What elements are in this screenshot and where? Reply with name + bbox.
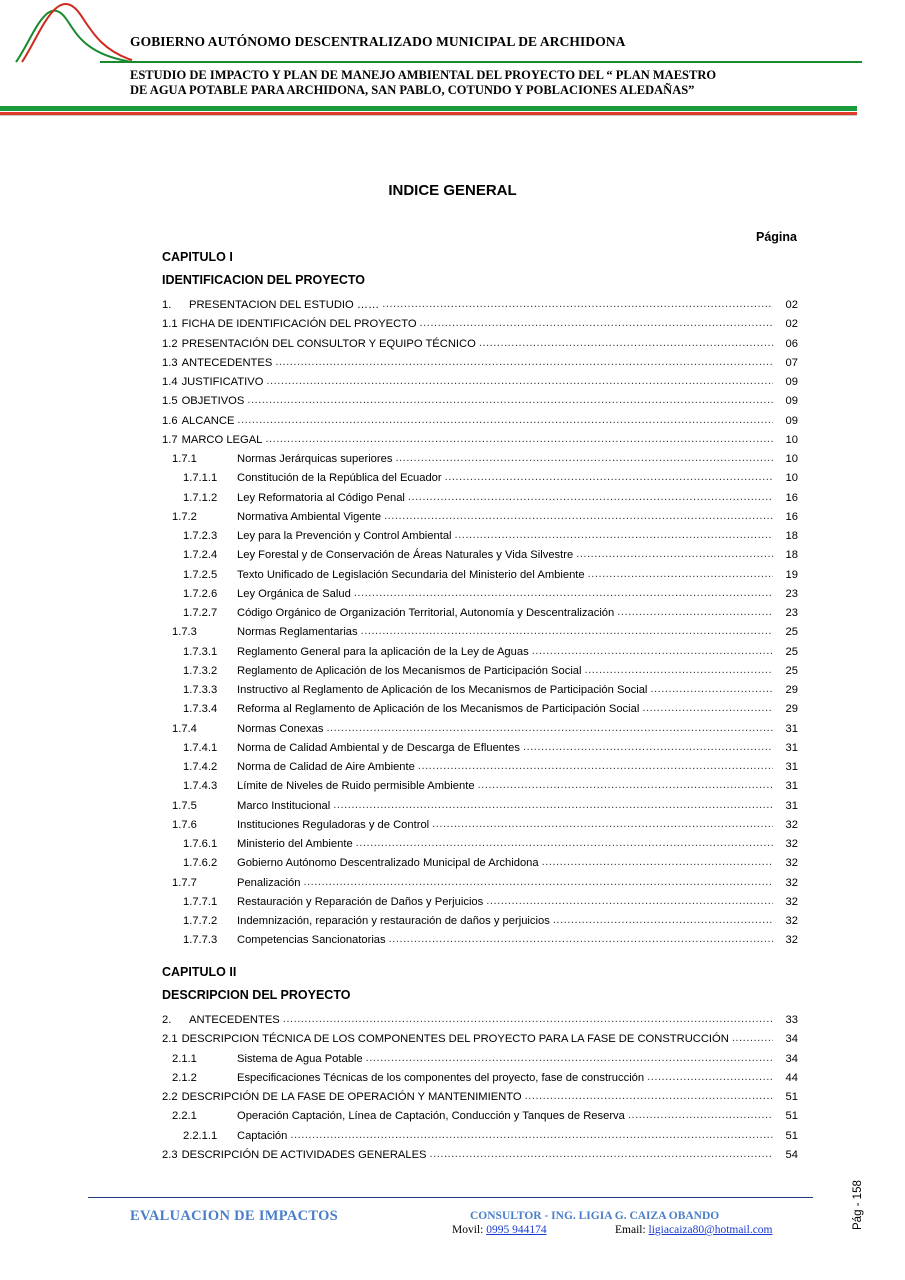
toc-leader-dots bbox=[265, 433, 773, 446]
toc-leader-dots bbox=[290, 1129, 773, 1142]
toc-leader-dots bbox=[395, 452, 773, 465]
toc-entry[interactable] bbox=[162, 600, 798, 619]
toc-entry[interactable] bbox=[162, 658, 798, 677]
footer-email bbox=[615, 1224, 773, 1236]
toc-leader-dots bbox=[650, 683, 773, 696]
toc-leader-dots bbox=[628, 1109, 773, 1122]
toc-entry-page: 32 bbox=[785, 895, 798, 908]
toc-entry-page: 31 bbox=[785, 780, 798, 793]
toc-entry-label: Ministerio del Ambiente bbox=[237, 838, 353, 850]
toc-entry-page: 32 bbox=[785, 838, 798, 850]
page-number: Pág - 158 bbox=[852, 1180, 864, 1230]
toc-entry-number: 2.1.1 bbox=[172, 1052, 197, 1065]
toc-entry-page: 29 bbox=[785, 684, 798, 696]
toc-leader-dots bbox=[617, 606, 773, 619]
toc-entry-number: 1.7.7.2 bbox=[183, 915, 218, 927]
toc-entry[interactable] bbox=[162, 388, 798, 407]
toc-leader-dots bbox=[732, 1032, 773, 1045]
toc-entry-page: 33 bbox=[785, 1014, 798, 1026]
toc-leader-dots bbox=[585, 664, 773, 677]
header-band-gray bbox=[0, 115, 857, 116]
email-link[interactable]: ligiacaiza80@hotmail.com bbox=[648, 1224, 773, 1236]
toc-entry-label: Competencias Sancionatorias bbox=[237, 934, 386, 947]
toc-leader-dots bbox=[283, 1013, 773, 1026]
header-subtitle-line2: DE AGUA POTABLE PARA ARCHIDONA, SAN PABLO, COTUNDO Y POBLACIONES ALEDAÑAS” bbox=[130, 82, 695, 97]
toc-entry[interactable] bbox=[162, 1123, 798, 1142]
toc-entry-label: Límite de Niveles de Ruido permisible Ambiente bbox=[237, 780, 475, 793]
toc-entry-page: 23 bbox=[785, 587, 798, 600]
toc-entry-page: 10 bbox=[785, 472, 798, 485]
toc-entry[interactable] bbox=[162, 350, 798, 369]
toc-entry[interactable] bbox=[162, 639, 798, 658]
toc-entry-label: Operación Captación, Línea de Captación, Conducción y Tanques de Reserva bbox=[237, 1110, 625, 1123]
toc-entry-label: Normas Reglamentarias bbox=[237, 626, 358, 639]
municipal-logo-icon bbox=[12, 0, 142, 70]
toc-entry-label: Especificaciones Técnicas de los componentes del proyecto, fase de construcción bbox=[237, 1071, 645, 1084]
toc-entry-page: 19 bbox=[785, 568, 798, 581]
toc-leader-dots bbox=[326, 722, 773, 735]
toc-entry-number: 1.7.4.1 bbox=[183, 741, 218, 754]
toc-entry[interactable] bbox=[162, 331, 798, 350]
toc-entry-page: 10 bbox=[785, 433, 798, 446]
toc-entry-label: Normas Conexas bbox=[237, 722, 324, 735]
toc-entry-number: 2.3 bbox=[162, 1148, 178, 1161]
toc-leader-dots bbox=[384, 510, 773, 523]
toc-leader-dots bbox=[478, 779, 773, 792]
toc-entry-page: 16 bbox=[785, 491, 798, 504]
toc-entry-label: OBJETIVOS bbox=[181, 395, 245, 408]
chapter-heading: IDENTIFICACION DEL PROYECTO bbox=[162, 273, 366, 287]
toc-leader-dots bbox=[275, 356, 773, 369]
toc-entry-label: Código Orgánico de Organización Territorial, Autonomía y Descentralización bbox=[237, 607, 615, 619]
toc-entry-label: JUSTIFICATIVO bbox=[181, 376, 264, 388]
toc-entry-number: 1.7.2.3 bbox=[183, 530, 218, 542]
page-column-label: Página bbox=[756, 230, 797, 244]
toc-entry-page: 31 bbox=[785, 722, 798, 735]
email-label: Email: bbox=[615, 1224, 649, 1236]
toc-entry[interactable] bbox=[162, 446, 798, 465]
toc-entry-label: Ley Reformatoria al Código Penal bbox=[237, 491, 405, 504]
toc-entry-label: Ley Orgánica de Salud bbox=[237, 587, 351, 600]
toc-leader-dots bbox=[445, 471, 773, 484]
toc-entry-label: Norma de Calidad Ambiental y de Descarga de Efluentes bbox=[237, 741, 520, 754]
header-title: GOBIERNO AUTÓNOMO DESCENTRALIZADO MUNICIPAL DE ARCHIDONA bbox=[130, 34, 626, 49]
toc-entry-label: Normativa Ambiental Vigente bbox=[237, 510, 382, 523]
toc-entry-page: 44 bbox=[785, 1071, 798, 1084]
chapter-heading: DESCRIPCION DEL PROYECTO bbox=[162, 988, 351, 1002]
footer-section-title: EVALUACION DE IMPACTOS bbox=[130, 1208, 339, 1224]
toc-entry-label: Texto Unificado de Legislación Secundaria del Ministerio del Ambiente bbox=[237, 568, 585, 581]
toc-entry-number: 1.7 bbox=[162, 433, 178, 446]
toc-leader-dots bbox=[408, 491, 773, 504]
toc-entry-page: 34 bbox=[785, 1033, 798, 1046]
toc-entry-label: Reglamento General para la aplicación de la Ley de Aguas bbox=[237, 645, 529, 658]
toc-entry-page: 09 bbox=[785, 395, 798, 408]
toc-entry[interactable] bbox=[162, 773, 798, 792]
toc-entry-label: Penalización bbox=[237, 876, 301, 889]
toc-entry-label: PRESENTACION DEL ESTUDIO …… bbox=[189, 299, 380, 311]
toc-leader-dots bbox=[455, 529, 773, 542]
header-band-green bbox=[0, 106, 857, 111]
toc-entry-page: 07 bbox=[785, 356, 798, 369]
toc-entry-page: 23 bbox=[785, 607, 798, 619]
toc-entry-number: 1.7.3.2 bbox=[183, 664, 218, 677]
toc-entry-page: 34 bbox=[785, 1052, 798, 1065]
toc-leader-dots bbox=[418, 760, 773, 773]
toc-entry-label: Ley Forestal y de Conservación de Áreas Naturales y Vida Silvestre bbox=[237, 549, 574, 562]
toc-leader-dots bbox=[420, 317, 773, 330]
toc-entry-number: 2.1.2 bbox=[172, 1071, 197, 1084]
toc-entry-page: 32 bbox=[785, 857, 798, 870]
toc-entry-page: 32 bbox=[785, 934, 798, 947]
toc-entry-number: 1.7.5 bbox=[172, 799, 197, 812]
toc-entry-page: 51 bbox=[785, 1110, 798, 1123]
toc-entry[interactable] bbox=[162, 427, 798, 446]
toc-leader-dots bbox=[523, 741, 773, 754]
toc-entry[interactable] bbox=[162, 369, 798, 388]
toc-entry-number: 1.4 bbox=[162, 376, 178, 388]
toc-entry-label: Constitución de la República del Ecuador bbox=[237, 472, 442, 485]
toc-entry-page: 09 bbox=[785, 376, 798, 388]
toc-entry[interactable] bbox=[162, 619, 798, 638]
toc-entry-label: Reglamento de Aplicación de los Mecanismos de Participación Social bbox=[237, 664, 582, 677]
toc-entry[interactable] bbox=[162, 292, 798, 311]
toc-entry[interactable] bbox=[162, 927, 798, 946]
toc-entry-page: 06 bbox=[785, 337, 798, 350]
toc-leader-dots bbox=[553, 914, 773, 927]
toc-entry-label: Sistema de Agua Potable bbox=[237, 1052, 363, 1065]
toc-entry-number: 1.7.4 bbox=[172, 722, 197, 735]
toc-leader-dots bbox=[389, 933, 773, 946]
toc-leader-dots bbox=[366, 1052, 773, 1065]
toc-entry-number: 1.7.6 bbox=[172, 818, 197, 831]
toc-entry-label: DESCRIPCION TÉCNICA DE LOS COMPONENTES DEL PROYECTO PARA LA FASE DE CONSTRUCCIÓN bbox=[181, 1033, 729, 1046]
toc-entry-number: 1.5 bbox=[162, 395, 178, 408]
toc-entry[interactable] bbox=[162, 311, 798, 330]
toc-entry-label: Reforma al Reglamento de Aplicación de los Mecanismos de Participación Social bbox=[237, 703, 640, 716]
toc-entry[interactable] bbox=[162, 504, 798, 523]
header-subtitle-line1: ESTUDIO DE IMPACTO Y PLAN DE MANEJO AMBIENTAL DEL PROYECTO DEL “ PLAN MAESTRO bbox=[130, 68, 717, 82]
toc-entry[interactable] bbox=[162, 735, 798, 754]
toc-entry[interactable] bbox=[162, 696, 798, 715]
toc-entry-number: 1.1 bbox=[162, 318, 178, 331]
toc-entry[interactable] bbox=[162, 465, 798, 484]
toc-entry[interactable] bbox=[162, 1007, 798, 1026]
toc-leader-dots bbox=[479, 337, 773, 350]
toc-leader-dots bbox=[356, 837, 773, 850]
toc-entry-page: 29 bbox=[785, 703, 798, 716]
toc-entry[interactable] bbox=[162, 754, 798, 773]
toc-leader-dots bbox=[333, 799, 773, 812]
footer-movil bbox=[452, 1224, 547, 1236]
toc-entry[interactable] bbox=[162, 870, 798, 889]
toc-entry-page: 32 bbox=[785, 876, 798, 889]
footer-divider bbox=[88, 1197, 813, 1198]
toc-entry[interactable] bbox=[162, 889, 798, 908]
toc-leader-dots bbox=[303, 876, 773, 889]
toc-entry-page: 18 bbox=[785, 530, 798, 542]
toc-entry[interactable] bbox=[162, 542, 798, 561]
toc-entry-label: Gobierno Autónomo Descentralizado Municipal de Archidona bbox=[237, 857, 539, 870]
toc-entry[interactable] bbox=[162, 408, 798, 427]
toc-entry[interactable] bbox=[162, 850, 798, 869]
toc-entry-label: Instructivo al Reglamento de Aplicación de los Mecanismos de Participación Social bbox=[237, 684, 648, 696]
toc-entry-label: DESCRIPCIÓN DE ACTIVIDADES GENERALES bbox=[181, 1148, 427, 1161]
toc-entry-page: 18 bbox=[785, 549, 798, 562]
toc-entry-page: 54 bbox=[785, 1148, 798, 1161]
toc-entry[interactable] bbox=[162, 1142, 798, 1161]
toc-leader-dots bbox=[588, 568, 773, 581]
movil-label: Movil: bbox=[452, 1224, 487, 1236]
toc-entry-label: Indemnización, reparación y restauración de daños y perjuicios bbox=[237, 915, 550, 927]
toc-entry-page: 25 bbox=[785, 626, 798, 639]
toc-entry-number: 1.7.2.5 bbox=[183, 568, 218, 581]
toc-entry[interactable] bbox=[162, 812, 798, 831]
toc-entry[interactable] bbox=[162, 581, 798, 600]
toc-entry-page: 09 bbox=[785, 414, 798, 427]
toc-entry-label: Instituciones Reguladoras y de Control bbox=[237, 818, 430, 831]
toc-entry-number: 1.7.2.6 bbox=[183, 587, 218, 600]
toc-entry-page: 25 bbox=[785, 664, 798, 677]
toc-entry-number: 1.7.4.2 bbox=[183, 761, 218, 773]
toc-entry-page: 32 bbox=[785, 915, 798, 927]
toc-leader-dots bbox=[247, 394, 773, 407]
toc-entry-label: Ley para la Prevención y Control Ambiental bbox=[237, 530, 452, 542]
toc-entry-label: ALCANCE bbox=[181, 414, 235, 427]
toc-entry-label: ANTECEDENTES bbox=[189, 1014, 280, 1026]
toc-entry[interactable] bbox=[162, 485, 798, 504]
toc-entry-page: 02 bbox=[785, 318, 798, 331]
toc-entry-number: 1.7.4.3 bbox=[183, 780, 218, 793]
header-divider bbox=[100, 61, 862, 63]
toc-entry-number: 1.6 bbox=[162, 414, 178, 427]
toc-entry-page: 32 bbox=[785, 818, 798, 831]
toc-entry-label: Norma de Calidad de Aire Ambiente bbox=[237, 761, 415, 773]
toc-leader-dots bbox=[542, 856, 773, 869]
toc-entry-label: MARCO LEGAL bbox=[181, 433, 263, 446]
toc-entry-number: 1.7.2.4 bbox=[183, 549, 218, 562]
toc-entry-page: 31 bbox=[785, 761, 798, 773]
toc-entry[interactable] bbox=[162, 1026, 798, 1045]
toc-entry-label: Marco Institucional bbox=[237, 799, 331, 812]
toc-entry-number: 1.7.6.1 bbox=[183, 838, 218, 850]
toc-leader-dots bbox=[382, 298, 773, 311]
toc-entry-label: DESCRIPCIÓN DE LA FASE DE OPERACIÓN Y MANTENIMIENTO bbox=[181, 1091, 522, 1103]
toc-entry-number: 1.7.7.3 bbox=[183, 934, 218, 947]
toc-leader-dots bbox=[532, 645, 773, 658]
toc-entry-number: 1.7.1.1 bbox=[183, 472, 218, 485]
toc-leader-dots bbox=[576, 548, 773, 561]
footer-consultant: CONSULTOR - ING. LIGIA G. CAIZA OBANDO bbox=[470, 1210, 720, 1222]
toc-entry-number: 2.2.1.1 bbox=[183, 1129, 218, 1142]
toc-entry-label: ANTECEDENTES bbox=[181, 356, 273, 369]
toc-entry-number: 1.7.3 bbox=[172, 626, 197, 639]
toc-entry[interactable] bbox=[162, 677, 798, 696]
toc-leader-dots bbox=[237, 414, 773, 427]
toc-entry-page: 10 bbox=[785, 453, 798, 465]
toc-entry[interactable] bbox=[162, 1046, 798, 1065]
toc-entry-number: 2.2 bbox=[162, 1091, 178, 1103]
toc-entry-number: 1.7.2.7 bbox=[183, 607, 218, 619]
chapter-label: CAPITULO II bbox=[162, 965, 237, 979]
toc-entry-number: 1.7.2 bbox=[172, 510, 197, 523]
toc-leader-dots bbox=[266, 375, 773, 388]
toc-entry-number: 1.7.1 bbox=[172, 453, 197, 465]
toc-entry[interactable] bbox=[162, 831, 798, 850]
toc-entry[interactable] bbox=[162, 1084, 798, 1103]
toc-entry-page: 51 bbox=[785, 1091, 798, 1103]
toc-entry-number: 1.7.6.2 bbox=[183, 857, 218, 870]
toc-entry[interactable] bbox=[162, 1065, 798, 1084]
toc-entry-page: 25 bbox=[785, 645, 798, 658]
toc-entry-number: 1.7.3.3 bbox=[183, 684, 218, 696]
toc-leader-dots bbox=[361, 625, 773, 638]
toc-leader-dots bbox=[647, 1071, 773, 1084]
toc-entry-number: 1.7.3.1 bbox=[183, 645, 218, 658]
document-title: INDICE GENERAL bbox=[388, 182, 517, 199]
toc-leader-dots bbox=[430, 1148, 773, 1161]
toc-entry-number: 1.3 bbox=[162, 356, 178, 369]
toc-entry-label: PRESENTACIÓN DEL CONSULTOR Y EQUIPO TÉCNICO bbox=[181, 337, 476, 350]
toc-entry-page: 16 bbox=[785, 510, 798, 523]
toc-entry-number: 1.2 bbox=[162, 337, 178, 350]
toc-leader-dots bbox=[642, 702, 773, 715]
toc-entry-number: 1. bbox=[162, 299, 172, 311]
toc-entry[interactable] bbox=[162, 908, 798, 927]
toc-entry[interactable] bbox=[162, 562, 798, 581]
toc-entry-number: 1.7.7 bbox=[172, 876, 197, 889]
toc-entry-label: Normas Jerárquicas superiores bbox=[237, 453, 393, 465]
toc-leader-dots bbox=[486, 895, 773, 908]
toc-entry-label: FICHA DE IDENTIFICACIÓN DEL PROYECTO bbox=[181, 318, 417, 331]
toc-entry-number: 2.2.1 bbox=[172, 1110, 197, 1123]
toc-entry[interactable] bbox=[162, 793, 798, 812]
toc-entry[interactable] bbox=[162, 1103, 798, 1122]
toc-leader-dots bbox=[432, 818, 773, 831]
toc-entry-number: 1.7.1.2 bbox=[183, 491, 218, 504]
toc-entry-number: 2.1 bbox=[162, 1033, 178, 1046]
toc-entry-number: 2. bbox=[162, 1014, 172, 1026]
toc-entry[interactable] bbox=[162, 523, 798, 542]
toc-entry-page: 31 bbox=[785, 741, 798, 754]
toc-entry-page: 02 bbox=[785, 299, 798, 311]
toc-entry-page: 51 bbox=[785, 1129, 798, 1142]
toc-entry-label: Restauración y Reparación de Daños y Perjuicios bbox=[237, 895, 484, 908]
movil-link[interactable]: 0995 944174 bbox=[486, 1224, 547, 1236]
toc-entry-number: 1.7.3.4 bbox=[183, 703, 218, 716]
toc-leader-dots bbox=[354, 587, 773, 600]
toc-entry-label: Captación bbox=[237, 1129, 288, 1142]
toc-entry-number: 1.7.7.1 bbox=[183, 895, 218, 908]
header-subtitle bbox=[130, 68, 830, 97]
toc-leader-dots bbox=[525, 1090, 773, 1103]
toc-entry[interactable] bbox=[162, 716, 798, 735]
toc-entry-page: 31 bbox=[785, 799, 798, 812]
chapter-label: CAPITULO I bbox=[162, 250, 233, 264]
